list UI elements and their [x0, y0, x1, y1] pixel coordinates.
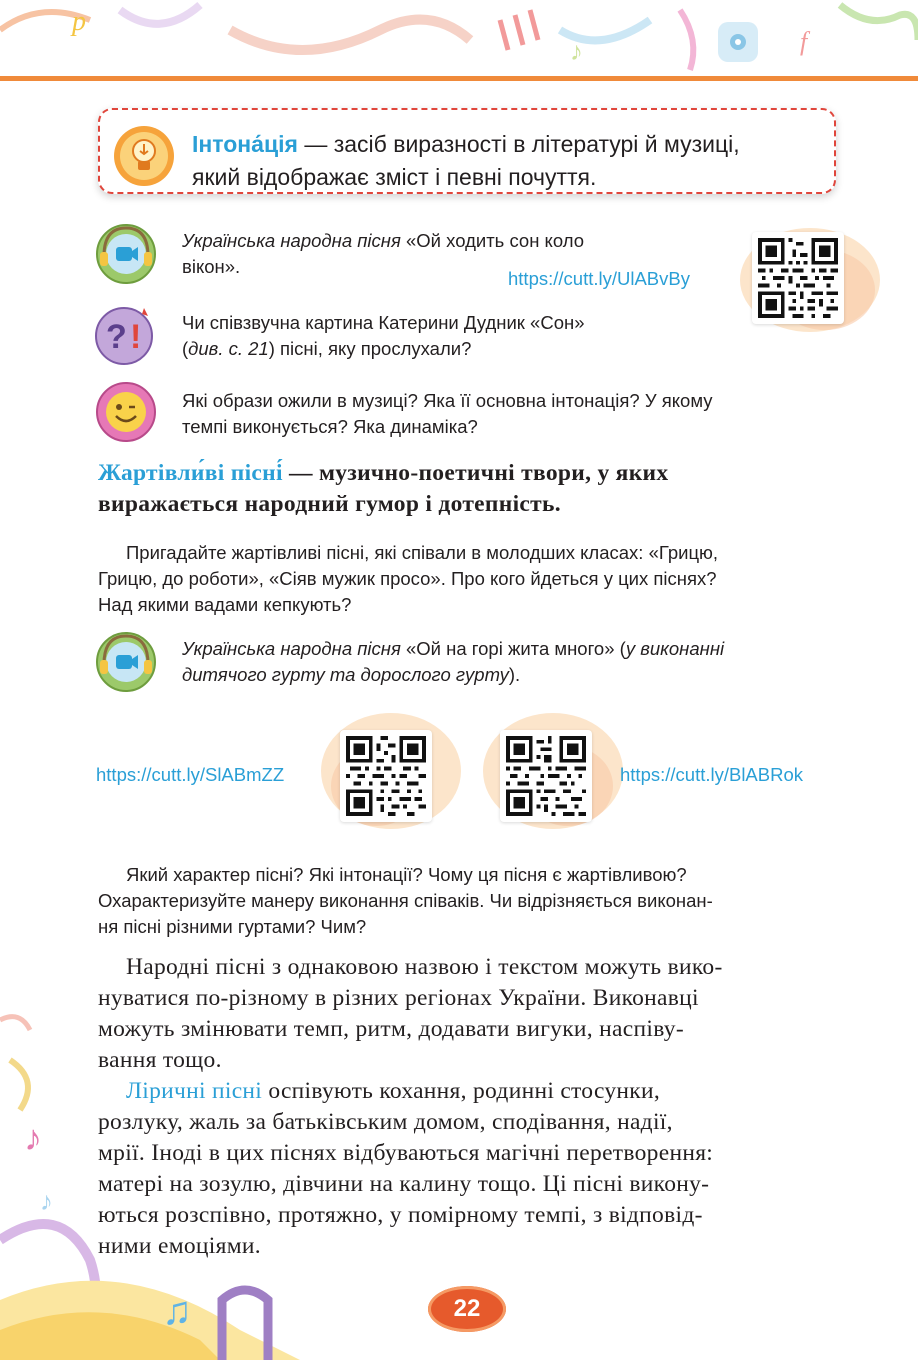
- qr-code-left[interactable]: [340, 730, 432, 822]
- smiley-icon: [94, 380, 158, 449]
- listen2-note-2: дитячого гурту та дорослого гурту: [182, 664, 509, 685]
- link-left[interactable]: https://cutt.ly/SlABmZZ: [96, 764, 285, 785]
- recall-line-2: Грицю, до роботи», «Сіяв мужик просо». Про кого йдеться у цих піснях?: [98, 568, 717, 589]
- para1-line-4: вання тощо.: [98, 1047, 222, 1073]
- definition-line-1: — засіб виразності в літературі й музиці,: [297, 131, 740, 157]
- listen2-text: [182, 636, 842, 688]
- question-exclamation-icon: [92, 302, 158, 373]
- para1-line-1: Народні пісні з однаковою назвою і текстом можуть вико-: [126, 954, 723, 980]
- question2-line-2: темпі виконується? Яка динаміка?: [182, 416, 478, 437]
- svg-text:p: p: [72, 6, 86, 37]
- definition-text: [192, 128, 832, 194]
- recall-line-3: Над якими вадами кепкують?: [98, 594, 352, 615]
- definition-term: Інтона́ція: [192, 131, 298, 157]
- para1-line-2: нуватися по-різному в різних регіонах України. Виконавці: [98, 985, 699, 1011]
- svg-text:♫: ♫: [162, 1289, 192, 1333]
- question1-line-2: ) пісні, яку прослухали?: [268, 338, 472, 359]
- listen2-note-1: у виконанні: [625, 638, 725, 659]
- video-headphones-icon: [94, 222, 152, 280]
- para2-line-3: мрії. Іноді в цих піснях відбуваються магічні перетворення:: [98, 1140, 714, 1166]
- listen2-label: Українська народна пісня: [182, 638, 401, 659]
- humor-definition: [98, 458, 840, 520]
- humor-line-2: виражається народний гумор і дотепність.: [98, 491, 561, 517]
- svg-text:♪: ♪: [24, 1117, 42, 1158]
- header-rule: [0, 76, 918, 81]
- question2-text: [182, 388, 842, 440]
- para2-line-2: розлуку, жаль за батьківським домом, сподівання, надії,: [98, 1109, 673, 1135]
- question1-line-1: Чи співзвучна картина Катерини Дудник «Сон»: [182, 312, 585, 333]
- header-decoration: [0, 0, 918, 78]
- page-number: 22: [428, 1286, 506, 1332]
- listen1-link[interactable]: https://cutt.ly/UlABvBy: [508, 268, 690, 289]
- qr-code-icon[interactable]: [752, 232, 844, 324]
- question3-line-2: Охарактеризуйте манеру виконання співаків. Чи відрізняється виконан-: [98, 890, 713, 911]
- para2-line-6: ними емоціями.: [98, 1233, 261, 1259]
- para2-line-5: ються розспівно, протяжно, у помірному темпі, з відповід-: [98, 1202, 703, 1228]
- svg-text:♪: ♪: [570, 36, 583, 66]
- para1-line-3: можуть змінювати темп, ритм, додавати вигуки, наспіву-: [98, 1016, 684, 1042]
- svg-text:?: ?: [106, 318, 127, 356]
- video-headphones-icon-2: [94, 630, 152, 688]
- listen1-label: Українська народна пісня: [182, 230, 401, 251]
- link-right[interactable]: https://cutt.ly/BlABRok: [620, 764, 804, 785]
- question1-page-ref: див. с. 21: [188, 338, 269, 359]
- humor-line-1: — музично-поетичні твори, у яких: [282, 460, 669, 486]
- listen1-title: «Ой ходить сон коло: [400, 230, 585, 251]
- question3-line-1: Який характер пісні? Які інтонації? Чому ця пісня є жартівливою?: [126, 864, 687, 885]
- svg-text:♪: ♪: [40, 1186, 53, 1216]
- listen2-end: ).: [508, 664, 521, 685]
- humor-term: Жартівли́ві пісні́: [98, 460, 283, 486]
- lyric-songs-term: Ліричні пісні: [126, 1078, 263, 1104]
- lightbulb-icon: [112, 124, 176, 193]
- recall-line-1: Пригадайте жартівливі пісні, які співали в молодших класах: «Грицю,: [126, 542, 719, 563]
- question1-paren-open: (: [182, 338, 189, 359]
- recall-text: [98, 540, 840, 618]
- listen1-title-cont: вікон».: [182, 256, 241, 277]
- listen2-title: «Ой на горі жита много» (: [400, 638, 626, 659]
- svg-text:!: !: [130, 318, 142, 356]
- question3-line-3: ня пісні різними гуртами? Чим?: [98, 916, 367, 937]
- question1-text: [182, 310, 702, 362]
- footer-decoration: [0, 1000, 300, 1360]
- svg-text:f: f: [800, 27, 808, 56]
- para2-line-1: оспівують кохання, родинні стосунки,: [262, 1078, 661, 1104]
- definition-line-2: який відображає зміст і певні почуття.: [192, 164, 597, 190]
- qr-code-right[interactable]: [500, 730, 592, 822]
- question2-line-1: Які образи ожили в музиці? Яка її основна інтонація? У якому: [182, 390, 713, 411]
- para2-line-4: матері на зозулю, дівчини на калину тощо. Ці пісні викону-: [98, 1171, 710, 1197]
- question3-text: [98, 862, 840, 940]
